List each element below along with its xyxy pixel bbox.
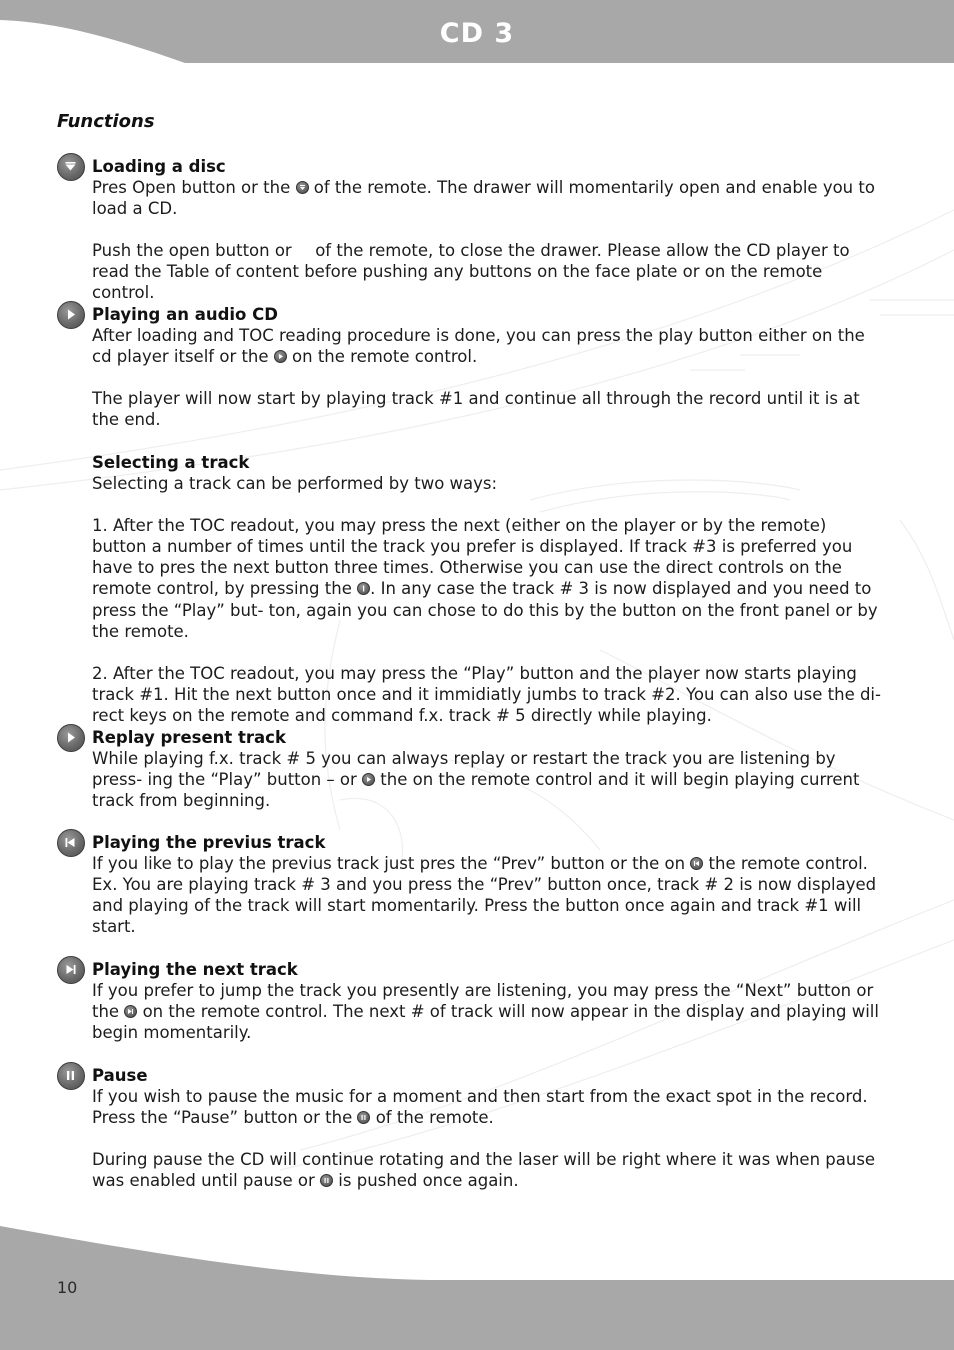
remote-play-icon [362, 773, 375, 786]
section-paragraph: The player will now start by playing track #1 and continue all through the record until it is at the end. [92, 389, 860, 430]
section-paragraph: After loading and TOC reading procedure is done, you can press the play button either on the cd player itself or the on the remote control. [92, 326, 865, 367]
section-heading: Playing the next track [92, 960, 298, 979]
section-playing [92, 304, 882, 430]
play-icon [57, 724, 85, 752]
remote-play-icon [274, 350, 287, 363]
section-paragraph: 1. After the TOC readout, you may press the next (either on the player or by the remote) button a number of times until the track you prefer is displayed. If track #3 is preferred you have to pres the next button three times. Otherwise you can use the direct controls on the remote control, by pressing the . In any case the track # 3 is now displayed and you need to press the “Play” but- ton, again you can chose to do this by the button on the front panel or by the remote. [92, 516, 878, 641]
section-replay [92, 727, 882, 811]
section-heading: Playing the previus track [92, 833, 326, 852]
section-heading: Playing an audio CD [92, 305, 278, 324]
section-selecting [92, 452, 882, 726]
section-next [92, 959, 882, 1043]
section-paragraph: 2. After the TOC readout, you may press the “Play” button and the player now starts playing track #1. Hit the next button once and it immidiatly jumbs to track #2. You can also use the di- rect keys on the remote and command f.x. track # 5 directly while playing. [92, 663, 881, 726]
section-paragraph: If you like to play the previus track just pres the “Prev” button or the on the remote control. Ex. You are playing track # 3 and you press the “Prev” button once, track # 2 is now displayed and playing of the track will start momentarily. Press the button once again and track #1 will start. [92, 854, 877, 937]
remote-pause-icon [357, 1111, 370, 1124]
remote-pause-icon [320, 1174, 333, 1187]
section-paragraph: During pause the CD will continue rotating and the laser will be right where it was when pause was enabled until pause or is pushed once again. [92, 1150, 876, 1191]
section-heading: Selecting a track [92, 453, 250, 472]
next-track-icon [57, 956, 85, 984]
remote-eject-icon [296, 181, 309, 194]
blank-icon-space [297, 244, 310, 257]
pause-icon [57, 1062, 85, 1090]
section-paragraph: While playing f.x. track # 5 you can always replay or restart the track you are listening by press- ing the “Play” button – or the on the remote control and it will begin playing current track from beginning. [92, 749, 860, 811]
remote-number-key-icon [357, 582, 370, 595]
eject-icon [57, 153, 85, 181]
section-title: Functions [57, 111, 155, 132]
section-heading: Pause [92, 1066, 148, 1085]
section-loading [92, 156, 882, 304]
play-icon [57, 301, 85, 329]
section-heading: Replay present track [92, 728, 286, 747]
remote-previous-icon [690, 857, 703, 870]
section-paragraph: If you wish to pause the music for a moment and then start from the exact spot in the record. Press the “Pause” button or the of the remote. [92, 1087, 868, 1128]
footer-band [0, 1210, 954, 1350]
section-paragraph: Selecting a track can be performed by two ways: [92, 474, 498, 493]
section-paragraph: Pres Open button or the of the remote. The drawer will momentarily open and enable you to load a CD. [92, 178, 875, 219]
remote-next-icon [124, 1005, 137, 1018]
section-paragraph: Push the open button or of the remote, to close the drawer. Please allow the CD player to read the Table of content before pushing any buttons on the face plate or on the remote control. [92, 241, 850, 303]
section-pause [92, 1065, 882, 1191]
page-number: 10 [57, 1278, 78, 1297]
previous-track-icon [57, 829, 85, 857]
section-paragraph: If you prefer to jump the track you presently are listening, you may press the “Next” button or the on the remote control. The next # of track will now appear in the display and playing will begin momentarily. [92, 981, 879, 1043]
page-header-title: CD 3 [439, 18, 515, 49]
section-heading: Loading a disc [92, 157, 226, 176]
section-previous [92, 832, 882, 937]
